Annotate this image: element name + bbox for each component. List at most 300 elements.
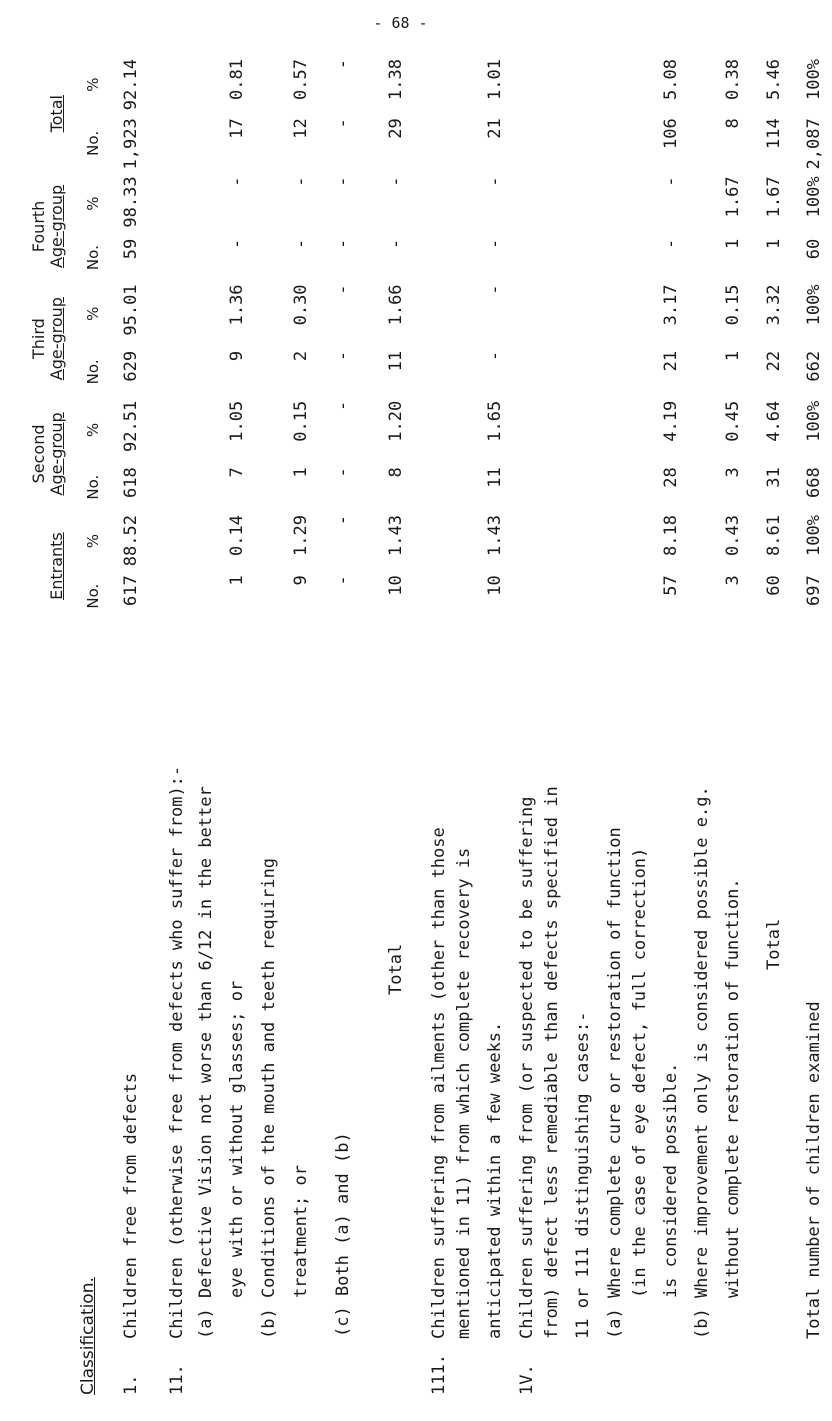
group-line2: Age-group <box>46 412 66 496</box>
rotated-table-page <box>29 55 824 1395</box>
percent-cell: 98.33 <box>120 176 141 228</box>
sub-header: No. <box>84 130 103 156</box>
row-label-cell <box>160 621 194 1395</box>
count-cell: - <box>332 467 353 478</box>
count-cell <box>194 114 218 172</box>
percent-cell: - <box>332 284 353 295</box>
count-cell <box>602 347 628 397</box>
count-cell <box>628 235 652 281</box>
count-cell: - <box>660 238 681 249</box>
percent-cell: - <box>484 176 505 187</box>
count-cell: 1,923 <box>120 118 141 170</box>
percent-cell: - <box>290 176 311 187</box>
sub-header: No. <box>84 245 103 271</box>
percent-cell <box>452 55 476 114</box>
row-label-cell <box>366 621 426 1395</box>
table-row <box>320 55 366 1395</box>
count-cell <box>514 235 540 281</box>
percent-cell: 1.66 <box>385 284 406 326</box>
count-cell <box>160 347 194 397</box>
percent-cell: 5.08 <box>660 59 681 100</box>
percent-cell <box>256 397 282 463</box>
count-cell: - <box>484 350 505 362</box>
row-label: 11 or 111 distinguishing cases:- <box>572 1011 593 1339</box>
percent-cell <box>602 397 628 463</box>
count-cell: 617 <box>120 575 141 606</box>
percent-cell: 1.67 <box>763 176 784 218</box>
percent-cell <box>564 397 602 463</box>
row-label-cell <box>282 621 320 1395</box>
table-row <box>160 55 194 1395</box>
percent-cell <box>690 511 714 571</box>
percent-cell: - <box>385 176 406 187</box>
table-row <box>366 55 426 1395</box>
percent-cell <box>540 55 564 114</box>
percent-cell <box>514 55 540 114</box>
percent-cell <box>160 280 194 346</box>
percent-cell <box>628 511 652 571</box>
row-label: treatment; or <box>290 1165 311 1339</box>
percent-cell <box>160 55 194 114</box>
table-row <box>452 55 476 1395</box>
percent-cell: 1.67 <box>722 176 743 218</box>
group-line2: Total <box>46 95 66 133</box>
percent-cell <box>540 172 564 234</box>
count-cell <box>256 571 282 621</box>
percent-cell: - <box>332 59 353 70</box>
percent-cell: 8.18 <box>660 515 681 556</box>
percent-cell <box>602 280 628 346</box>
percent-cell: 8.61 <box>763 515 784 556</box>
count-cell: 31 <box>763 467 784 488</box>
count-cell <box>452 235 476 281</box>
percent-cell <box>452 280 476 346</box>
row-label: (b) Where improvement only is considered possible e.g. <box>691 786 712 1339</box>
row-label-cell <box>514 621 540 1395</box>
table-row <box>714 55 752 1395</box>
classification-heading: Classification. <box>77 1277 98 1395</box>
count-cell <box>540 463 564 511</box>
count-cell: 9 <box>290 575 311 586</box>
count-cell: 629 <box>120 350 141 382</box>
count-cell <box>194 571 218 621</box>
count-cell <box>426 571 452 621</box>
group-total <box>30 55 66 172</box>
count-cell: 3 <box>722 575 743 586</box>
sub-header: % <box>84 196 103 211</box>
count-cell <box>628 571 652 621</box>
section-number: 1. <box>120 1374 141 1395</box>
count-cell <box>690 114 714 172</box>
percent-cell: 1.01 <box>484 59 505 100</box>
count-cell: 2,087 <box>803 118 824 170</box>
percent-cell: 100% <box>803 59 824 100</box>
count-cell <box>564 463 602 511</box>
percent-cell: 1.43 <box>385 515 406 556</box>
row-label-cell <box>218 621 256 1395</box>
row-label: from) defect less remediable than defects specified in <box>541 786 562 1339</box>
count-cell <box>514 114 540 172</box>
count-cell: 1 <box>722 350 743 362</box>
row-label: is considered possible. <box>660 1062 681 1339</box>
percent-cell: - <box>332 400 353 412</box>
table-row <box>652 55 690 1395</box>
count-cell <box>514 463 540 511</box>
percent-cell: 100% <box>803 515 824 556</box>
count-cell <box>256 114 282 172</box>
count-cell <box>602 235 628 281</box>
percent-cell <box>452 172 476 234</box>
row-label: eye with or without glasses; or <box>226 980 247 1339</box>
group-line2: Entrants <box>46 532 66 600</box>
count-cell <box>160 114 194 172</box>
count-cell: 12 <box>290 118 311 139</box>
sub-header: % <box>84 534 103 549</box>
row-label: (b) Conditions of the mouth and teeth requiring <box>258 857 279 1339</box>
count-cell <box>194 463 218 511</box>
table-row <box>628 55 652 1395</box>
percent-cell <box>426 511 452 571</box>
sub-header: % <box>84 422 103 438</box>
count-cell <box>602 571 628 621</box>
sub-header: % <box>84 306 103 321</box>
count-cell: 29 <box>385 118 406 139</box>
group-line1: Second <box>29 424 48 484</box>
percent-cell: 100% <box>803 284 824 326</box>
count-cell <box>452 571 476 621</box>
count-cell <box>540 571 564 621</box>
percent-cell: 4.64 <box>763 400 784 442</box>
percent-cell <box>690 172 714 234</box>
percent-cell: 0.81 <box>226 59 247 100</box>
percent-cell: 0.14 <box>226 515 247 556</box>
percent-cell <box>564 172 602 234</box>
sub-header: No. <box>84 359 103 385</box>
percent-cell: 0.15 <box>290 400 311 442</box>
count-cell <box>628 463 652 511</box>
percent-cell <box>628 55 652 114</box>
count-cell <box>564 114 602 172</box>
count-cell: 9 <box>226 350 247 362</box>
row-label: Children suffering from ailments (other than those <box>428 827 449 1339</box>
table-row <box>690 55 714 1395</box>
percent-cell: 1.65 <box>484 400 505 442</box>
count-cell: - <box>385 238 406 249</box>
percent-cell <box>628 397 652 463</box>
percent-cell: - <box>660 176 681 187</box>
table-row <box>514 55 540 1395</box>
count-cell <box>514 571 540 621</box>
percent-cell: 0.57 <box>290 59 311 100</box>
sub-header: % <box>84 77 103 92</box>
count-cell <box>256 235 282 281</box>
count-cell: 618 <box>120 467 141 498</box>
count-cell: - <box>332 238 353 249</box>
row-label: without complete restoration of function. <box>722 878 743 1339</box>
count-cell <box>602 114 628 172</box>
count-cell <box>690 463 714 511</box>
percent-cell <box>194 280 218 346</box>
percent-cell: 1.36 <box>226 284 247 326</box>
count-cell: 17 <box>226 118 247 139</box>
count-cell <box>514 347 540 397</box>
count-cell: - <box>332 575 353 586</box>
row-label: Total <box>385 943 406 995</box>
percent-cell: 100% <box>803 176 824 218</box>
percent-cell: 92.14 <box>120 59 141 111</box>
row-label-cell <box>652 621 690 1395</box>
percent-cell: 5.46 <box>763 59 784 100</box>
table-row <box>752 55 796 1395</box>
percent-cell <box>628 280 652 346</box>
table-row <box>102 55 160 1395</box>
percent-cell: 100% <box>803 400 824 442</box>
count-cell: - <box>484 238 505 249</box>
percent-cell <box>514 280 540 346</box>
count-cell <box>628 114 652 172</box>
percent-cell <box>540 397 564 463</box>
table-row <box>796 55 832 1395</box>
percent-cell <box>564 280 602 346</box>
row-label: mentioned in 11) from which complete recovery is <box>453 847 474 1339</box>
page-number: - 68 - <box>373 14 428 32</box>
count-cell: 1 <box>226 575 247 586</box>
row-label-cell <box>476 621 514 1395</box>
percent-cell <box>426 172 452 234</box>
percent-cell <box>514 511 540 571</box>
count-cell <box>690 347 714 397</box>
count-cell <box>194 347 218 397</box>
percent-cell <box>690 280 714 346</box>
group-line2: Age-group <box>46 184 66 269</box>
percent-cell: - <box>226 176 247 187</box>
count-cell <box>628 347 652 397</box>
table-row <box>194 55 218 1395</box>
count-cell: - <box>332 350 353 362</box>
table-row <box>602 55 628 1395</box>
count-cell: 3 <box>722 467 743 478</box>
count-cell: 697 <box>803 575 824 606</box>
count-cell: 11 <box>385 350 406 372</box>
percent-cell <box>602 511 628 571</box>
row-label: Children (otherwise free from defects who suffer from):- <box>166 765 187 1339</box>
percent-cell <box>194 397 218 463</box>
count-cell <box>564 347 602 397</box>
percent-cell <box>194 55 218 114</box>
count-cell <box>256 463 282 511</box>
table-row <box>564 55 602 1395</box>
row-label-cell <box>796 621 832 1395</box>
group-fourth <box>30 172 66 280</box>
count-cell: 8 <box>385 467 406 478</box>
percent-cell <box>426 280 452 346</box>
count-cell <box>540 114 564 172</box>
row-label: (c) Both (a) and (b) <box>332 1132 353 1337</box>
count-cell <box>452 114 476 172</box>
row-label-cell <box>102 621 160 1395</box>
count-cell <box>452 347 476 397</box>
group-line1: Third <box>29 318 48 360</box>
count-cell: 8 <box>722 118 743 129</box>
count-cell: 11 <box>484 467 505 488</box>
percent-cell <box>452 397 476 463</box>
count-cell <box>426 235 452 281</box>
group-entrants <box>30 511 66 621</box>
header-row-groups <box>30 55 66 1395</box>
row-label-cell <box>320 621 366 1395</box>
row-label-cell <box>690 621 714 1395</box>
percent-cell <box>194 511 218 571</box>
count-cell: 1 <box>290 467 311 478</box>
count-cell <box>426 463 452 511</box>
percent-cell: 88.52 <box>120 515 141 567</box>
row-label: (a) Defective Vision not worse than 6/12 in the better <box>195 786 216 1339</box>
row-label: Total <box>763 918 784 970</box>
percent-cell: 1.43 <box>484 515 505 556</box>
percent-cell: 4.19 <box>660 400 681 442</box>
percent-cell <box>564 511 602 571</box>
count-cell <box>564 235 602 281</box>
count-cell <box>690 571 714 621</box>
percent-cell <box>160 511 194 571</box>
count-cell: 10 <box>484 575 505 596</box>
row-label: anticipated within a few weeks. <box>484 1021 505 1339</box>
sub-header: No. <box>84 583 103 609</box>
percent-cell: 92.51 <box>120 400 141 452</box>
count-cell: 10 <box>385 575 406 596</box>
percent-cell <box>628 172 652 234</box>
count-cell <box>256 347 282 397</box>
count-cell: 60 <box>763 575 784 596</box>
count-cell: 1 <box>722 238 743 249</box>
count-cell <box>540 347 564 397</box>
row-label-cell <box>540 621 564 1395</box>
percent-cell: - <box>332 176 353 187</box>
table-row <box>476 55 514 1395</box>
count-cell <box>160 571 194 621</box>
row-label-cell <box>564 621 602 1395</box>
count-cell: 59 <box>120 238 141 260</box>
percent-cell <box>690 55 714 114</box>
percent-cell <box>452 511 476 571</box>
percent-cell: 0.45 <box>722 400 743 442</box>
count-cell: 106 <box>660 118 681 149</box>
count-cell: 28 <box>660 467 681 488</box>
row-label-cell <box>752 621 796 1395</box>
percent-cell <box>514 397 540 463</box>
count-cell: 114 <box>763 118 784 149</box>
count-cell: 1 <box>763 238 784 249</box>
count-cell <box>690 235 714 281</box>
table-row <box>256 55 282 1395</box>
group-second <box>30 397 66 511</box>
percent-cell: 1.38 <box>385 59 406 100</box>
table-row <box>426 55 452 1395</box>
percent-cell: 0.30 <box>290 284 311 326</box>
row-label-cell <box>426 621 452 1395</box>
count-cell: 662 <box>803 350 824 382</box>
count-cell: 60 <box>803 238 824 260</box>
count-cell <box>426 114 452 172</box>
percent-cell: 95.01 <box>120 284 141 336</box>
row-label: Children free from defects <box>120 1072 141 1339</box>
row-label-cell <box>714 621 752 1395</box>
count-cell: 2 <box>290 350 311 362</box>
count-cell <box>564 571 602 621</box>
percent-cell <box>690 397 714 463</box>
count-cell: - <box>226 238 247 249</box>
percent-cell <box>602 55 628 114</box>
count-cell <box>602 463 628 511</box>
row-label-cell <box>194 621 218 1395</box>
percent-cell <box>194 172 218 234</box>
count-cell <box>540 235 564 281</box>
count-cell: - <box>332 118 353 129</box>
classification-table <box>30 55 832 1395</box>
count-cell <box>160 235 194 281</box>
count-cell: 21 <box>484 118 505 139</box>
count-cell: 668 <box>803 467 824 498</box>
row-label-cell <box>602 621 628 1395</box>
count-cell <box>194 235 218 281</box>
row-label: Total number of children examined <box>803 1001 824 1339</box>
percent-cell <box>514 172 540 234</box>
group-line2: Age-group <box>46 297 66 381</box>
percent-cell: 3.32 <box>763 284 784 326</box>
group-third <box>30 280 66 396</box>
percent-cell: 1.05 <box>226 400 247 442</box>
count-cell: - <box>290 238 311 249</box>
percent-cell <box>160 172 194 234</box>
percent-cell: 3.17 <box>660 284 681 326</box>
row-label-cell <box>628 621 652 1395</box>
percent-cell <box>256 55 282 114</box>
percent-cell: - <box>484 284 505 295</box>
percent-cell <box>256 172 282 234</box>
percent-cell <box>256 280 282 346</box>
percent-cell <box>256 511 282 571</box>
section-number: 11. <box>166 1364 187 1395</box>
percent-cell <box>602 172 628 234</box>
percent-cell: 0.43 <box>722 515 743 556</box>
sub-header: No. <box>84 474 103 500</box>
percent-cell <box>564 55 602 114</box>
count-cell: 22 <box>763 350 784 372</box>
row-label: (in the case of eye defect, full correction) <box>629 847 650 1339</box>
count-cell: 57 <box>660 575 681 596</box>
row-label: Children suffering from (or suspected to be suffering <box>516 796 537 1339</box>
percent-cell <box>426 55 452 114</box>
section-number: 1V. <box>516 1364 537 1395</box>
table-body <box>102 55 832 1395</box>
percent-cell: 1.20 <box>385 400 406 442</box>
percent-cell <box>540 280 564 346</box>
percent-cell <box>540 511 564 571</box>
percent-cell <box>426 397 452 463</box>
table-row <box>540 55 564 1395</box>
percent-cell <box>160 397 194 463</box>
count-cell <box>452 463 476 511</box>
section-number: 111. <box>428 1354 449 1395</box>
percent-cell: 1.29 <box>290 515 311 556</box>
table-row <box>282 55 320 1395</box>
count-cell: 21 <box>660 350 681 372</box>
row-label: (a) Where complete cure or restoration of function <box>604 827 625 1339</box>
row-label-cell <box>452 621 476 1395</box>
percent-cell: 0.15 <box>722 284 743 326</box>
count-cell: 7 <box>226 467 247 478</box>
group-line1: Fourth <box>29 200 48 253</box>
